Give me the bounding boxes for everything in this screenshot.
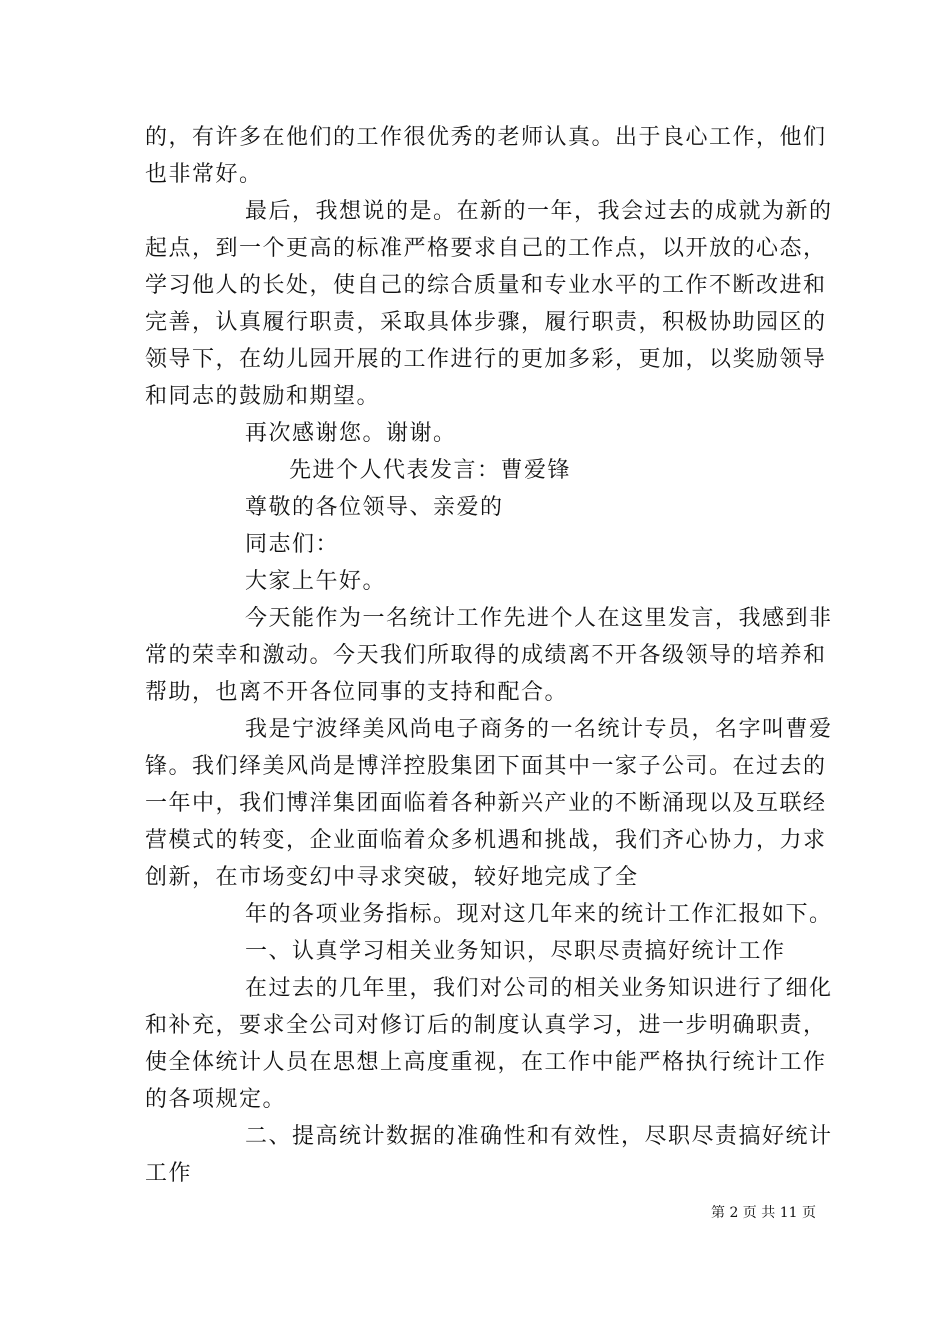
text-line: 尊敬的各位领导、亲爱的 [245, 495, 504, 520]
text-line: 和补充，要求全公司对修订后的制度认真学习，进一步明确职责， [145, 1013, 827, 1038]
section-heading: 一、认真学习相关业务知识，尽职尽责搞好统计工作 [245, 939, 786, 964]
text-line: 锋。我们绎美风尚是博洋控股集团下面其中一家子公司。在过去的 [145, 754, 827, 779]
text-line: 我是宁波绎美风尚电子商务的一名统计专员，名字叫曹爱 [245, 717, 833, 742]
text-line: 最后，我想说的是。在新的一年，我会过去的成就为新的 [245, 199, 833, 224]
page-number: 第 2 页 共 11 页 [711, 1205, 816, 1221]
speaker-heading: 先进个人代表发言：曹爱锋 [289, 458, 572, 483]
text-line: 起点，到一个更高的标准严格要求自己的工作点，以开放的心态， [145, 236, 827, 261]
text-line: 工作 [145, 1161, 193, 1186]
text-line: 一年中，我们博洋集团面临着各种新兴产业的不断涌现以及互联经 [145, 791, 827, 816]
text-line: 领导下，在幼儿园开展的工作进行的更加多彩，更加，以奖励领导 [145, 347, 827, 372]
text-line: 的各项规定。 [145, 1087, 287, 1112]
text-line: 和同志的鼓励和期望。 [145, 384, 381, 409]
text-line: 再次感谢您。谢谢。 [245, 421, 457, 446]
text-line: 使全体统计人员在思想上高度重视，在工作中能严格执行统计工作 [145, 1050, 827, 1075]
text-line: 在过去的几年里，我们对公司的相关业务知识进行了细化 [245, 976, 833, 1001]
text-line: 今天能作为一名统计工作先进个人在这里发言，我感到非 [245, 606, 833, 631]
text-line: 大家上午好。 [245, 569, 387, 594]
text-line: 年的各项业务指标。现对这几年来的统计工作汇报如下。 [245, 902, 833, 927]
text-line: 学习他人的长处，使自己的综合质量和专业水平的工作不断改进和 [145, 273, 827, 298]
text-line: 的，有许多在他们的工作很优秀的老师认真。出于良心工作，他们 [145, 125, 827, 150]
section-heading: 二、提高统计数据的准确性和有效性，尽职尽责搞好统计 [245, 1124, 833, 1149]
text-line: 也非常好。 [145, 162, 263, 187]
text-line: 营模式的转变，企业面临着众多机遇和挑战，我们齐心协力，力求 [145, 828, 827, 853]
text-line: 常的荣幸和激动。今天我们所取得的成绩离不开各级领导的培养和 [145, 643, 827, 668]
text-line: 创新，在市场变幻中寻求突破，较好地完成了全 [145, 865, 639, 890]
text-line: 同志们： [245, 532, 340, 557]
text-line: 完善，认真履行职责，采取具体步骤，履行职责，积极协助园区的 [145, 310, 827, 335]
text-line: 帮助，也离不开各位同事的支持和配合。 [145, 680, 569, 705]
